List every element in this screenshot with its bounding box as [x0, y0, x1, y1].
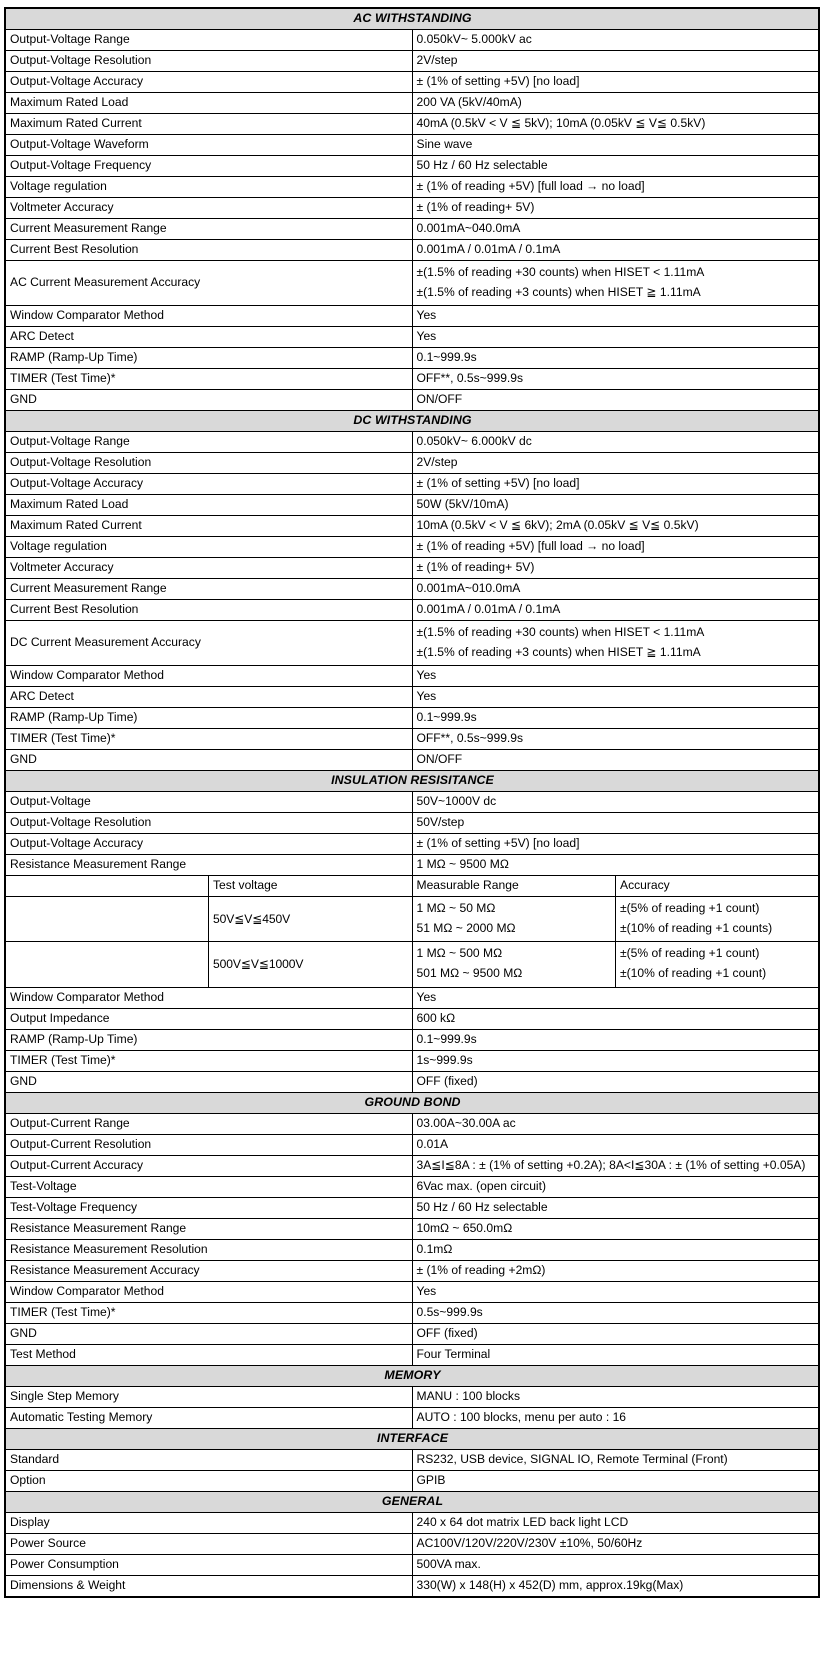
spec-value: ± (1% of setting +5V) [no load]	[412, 474, 819, 495]
value-line: ±(10% of reading +1 count)	[620, 966, 767, 981]
spec-label: Window Comparator Method	[5, 666, 412, 687]
spec-label: Current Measurement Range	[5, 579, 412, 600]
spec-value: 0.050kV~ 5.000kV ac	[412, 30, 819, 51]
spec-label: RAMP (Ramp-Up Time)	[5, 348, 412, 369]
spec-label: Maximum Rated Load	[5, 93, 412, 114]
spec-label: Option	[5, 1470, 412, 1491]
spec-value: 2V/step	[412, 51, 819, 72]
section-heading-row	[5, 1491, 819, 1512]
spec-value: 200 VA (5kV/40mA)	[412, 93, 819, 114]
spec-row	[5, 1134, 819, 1155]
spec-label: Output-Voltage Resolution	[5, 453, 412, 474]
spec-label: Power Source	[5, 1533, 412, 1554]
spec-label: TIMER (Test Time)*	[5, 729, 412, 750]
spec-row	[5, 1554, 819, 1575]
spec-row	[5, 708, 819, 729]
spec-row	[5, 390, 819, 411]
spec-value: 0.001mA~040.0mA	[412, 219, 819, 240]
spec-value: ± (1% of reading+ 5V)	[412, 558, 819, 579]
spec-row	[5, 1113, 819, 1134]
spec-label: Window Comparator Method	[5, 987, 412, 1008]
spec-label: ARC Detect	[5, 687, 412, 708]
section-heading-interface: INTERFACE	[5, 1428, 819, 1449]
spec-row	[5, 1323, 819, 1344]
spec-value: 50 Hz / 60 Hz selectable	[412, 156, 819, 177]
spec-row	[5, 306, 819, 327]
spec-value: 3A≦I≦8A : ± (1% of setting +0.2A); 8A<I≦30A : ± (1% of setting +0.05A)	[412, 1155, 819, 1176]
spec-row	[5, 432, 819, 453]
spec-value: 40mA (0.5kV < V ≦ 5kV); 10mA (0.05kV ≦ V≦ 0.5kV)	[412, 114, 819, 135]
spec-row	[5, 72, 819, 93]
resistance-col-accuracy: Accuracy	[616, 876, 820, 897]
spec-row	[5, 621, 819, 666]
spec-row	[5, 1533, 819, 1554]
spec-value: 0.1~999.9s	[412, 1029, 819, 1050]
spec-value: 0.001mA / 0.01mA / 0.1mA	[412, 600, 819, 621]
spec-value: 1s~999.9s	[412, 1050, 819, 1071]
value-line: 1 MΩ ~ 50 MΩ	[416, 901, 496, 916]
spec-label: Power Consumption	[5, 1554, 412, 1575]
spec-row	[5, 198, 819, 219]
spec-row	[5, 51, 819, 72]
spec-label: Output-Voltage Frequency	[5, 156, 412, 177]
spec-label: Output-Voltage Accuracy	[5, 474, 412, 495]
spec-label: Dimensions & Weight	[5, 1575, 412, 1597]
spec-row	[5, 1197, 819, 1218]
spec-value: 2V/step	[412, 453, 819, 474]
spec-row	[5, 792, 819, 813]
spec-row	[5, 1050, 819, 1071]
spec-label: Standard	[5, 1449, 412, 1470]
spec-value: 0.050kV~ 6.000kV dc	[412, 432, 819, 453]
spec-value: 10mA (0.5kV < V ≦ 6kV); 2mA (0.05kV ≦ V≦ 0.5kV)	[412, 516, 819, 537]
spec-row	[5, 729, 819, 750]
spec-value: ± (1% of reading +5V) [full load → no load]	[412, 177, 819, 198]
spec-label: Resistance Measurement Accuracy	[5, 1260, 412, 1281]
spec-label: Output-Current Range	[5, 1113, 412, 1134]
spec-row	[5, 240, 819, 261]
spec-value: 0.001mA / 0.01mA / 0.1mA	[412, 240, 819, 261]
spec-row	[5, 474, 819, 495]
spec-row	[5, 855, 819, 876]
value-line: 51 MΩ ~ 2000 MΩ	[416, 920, 516, 935]
section-heading-general: GENERAL	[5, 1491, 819, 1512]
spec-label: Output-Voltage Range	[5, 30, 412, 51]
spec-value: ± (1% of reading+ 5V)	[412, 198, 819, 219]
spec-label: Maximum Rated Load	[5, 495, 412, 516]
spec-value: 0.5s~999.9s	[412, 1302, 819, 1323]
spec-label: ARC Detect	[5, 327, 412, 348]
resistance-test-voltage: 500V≦V≦1000V	[209, 942, 413, 987]
spec-value: OFF (fixed)	[412, 1323, 819, 1344]
spec-label: TIMER (Test Time)*	[5, 1302, 412, 1323]
spec-value: 0.1mΩ	[412, 1239, 819, 1260]
resistance-col-test-voltage: Test voltage	[209, 876, 413, 897]
section-heading-insulation-resistance: INSULATION RESISITANCE	[5, 771, 819, 792]
spec-row	[5, 1449, 819, 1470]
spec-row	[5, 327, 819, 348]
spec-label: GND	[5, 390, 412, 411]
spec-row	[5, 750, 819, 771]
spec-label: GND	[5, 1323, 412, 1344]
spec-row	[5, 1407, 819, 1428]
spec-value: ± (1% of reading +2mΩ)	[412, 1260, 819, 1281]
value-line: ±(5% of reading +1 count)	[620, 946, 760, 961]
resistance-col-measurable-range: Measurable Range	[412, 876, 616, 897]
spec-label: Voltmeter Accuracy	[5, 198, 412, 219]
spec-value: Yes	[412, 987, 819, 1008]
section-heading-row	[5, 8, 819, 30]
spec-value: AUTO : 100 blocks, menu per auto : 16	[412, 1407, 819, 1428]
spec-value: Yes	[412, 1281, 819, 1302]
spec-label: Output-Voltage Waveform	[5, 135, 412, 156]
spec-value: Yes	[412, 306, 819, 327]
spec-value: OFF**, 0.5s~999.9s	[412, 729, 819, 750]
spec-value: 50W (5kV/10mA)	[412, 495, 819, 516]
spec-value: ± (1% of reading +5V) [full load → no load]	[412, 537, 819, 558]
spec-value: 10mΩ ~ 650.0mΩ	[412, 1218, 819, 1239]
spec-label: Current Best Resolution	[5, 600, 412, 621]
spec-value	[412, 261, 819, 306]
spec-row	[5, 1008, 819, 1029]
spec-value: ON/OFF	[412, 750, 819, 771]
spec-row	[5, 687, 819, 708]
value-line: ±(1.5% of reading +30 counts) when HISET < 1.11mA	[416, 625, 705, 640]
spec-row	[5, 1344, 819, 1365]
spec-row	[5, 114, 819, 135]
resistance-table-row	[5, 942, 819, 987]
spec-label: Voltmeter Accuracy	[5, 558, 412, 579]
spec-label: Resistance Measurement Range	[5, 855, 412, 876]
spec-row	[5, 453, 819, 474]
spec-value: Four Terminal	[412, 1344, 819, 1365]
resistance-accuracy	[616, 942, 820, 987]
spec-value: 0.1~999.9s	[412, 348, 819, 369]
spec-label: Current Best Resolution	[5, 240, 412, 261]
spec-label: Single Step Memory	[5, 1386, 412, 1407]
resistance-measurable-range	[412, 897, 616, 942]
spec-value: 03.00A~30.00A ac	[412, 1113, 819, 1134]
resistance-test-voltage: 50V≦V≦450V	[209, 897, 413, 942]
resistance-blank-cell	[5, 942, 209, 987]
spec-row	[5, 135, 819, 156]
value-line: ±(1.5% of reading +3 counts) when HISET ≧ 1.11mA	[416, 644, 701, 659]
spec-value: 50V~1000V dc	[412, 792, 819, 813]
value-line: 1 MΩ ~ 500 MΩ	[416, 946, 503, 961]
spec-row	[5, 1281, 819, 1302]
spec-value: 50 Hz / 60 Hz selectable	[412, 1197, 819, 1218]
spec-value: RS232, USB device, SIGNAL IO, Remote Terminal (Front)	[412, 1449, 819, 1470]
resistance-col-blank	[5, 876, 209, 897]
spec-row	[5, 666, 819, 687]
spec-row	[5, 93, 819, 114]
spec-value: 50V/step	[412, 813, 819, 834]
resistance-accuracy	[616, 897, 820, 942]
spec-value: Yes	[412, 666, 819, 687]
spec-label: GND	[5, 1071, 412, 1092]
spec-row	[5, 495, 819, 516]
spec-row	[5, 1575, 819, 1597]
spec-label: Output-Voltage	[5, 792, 412, 813]
spec-label: Automatic Testing Memory	[5, 1407, 412, 1428]
spec-label: Voltage regulation	[5, 537, 412, 558]
spec-row	[5, 1071, 819, 1092]
resistance-table-row	[5, 897, 819, 942]
spec-label: RAMP (Ramp-Up Time)	[5, 1029, 412, 1050]
spec-label: Display	[5, 1512, 412, 1533]
spec-row	[5, 1239, 819, 1260]
spec-label: Test-Voltage	[5, 1176, 412, 1197]
spec-value: 0.001mA~010.0mA	[412, 579, 819, 600]
spec-row	[5, 369, 819, 390]
spec-label: Output-Voltage Resolution	[5, 813, 412, 834]
spec-row	[5, 516, 819, 537]
spec-value: 0.1~999.9s	[412, 708, 819, 729]
spec-label: Maximum Rated Current	[5, 516, 412, 537]
spec-label: Output-Voltage Accuracy	[5, 834, 412, 855]
value-line: ±(1.5% of reading +30 counts) when HISET < 1.11mA	[416, 265, 705, 279]
spec-row	[5, 1029, 819, 1050]
value-line: ±(10% of reading +1 counts)	[620, 920, 773, 935]
spec-row	[5, 813, 819, 834]
spec-value	[412, 621, 819, 666]
spec-value: AC100V/120V/220V/230V ±10%, 50/60Hz	[412, 1533, 819, 1554]
spec-value: 1 MΩ ~ 9500 MΩ	[412, 855, 819, 876]
spec-label: GND	[5, 750, 412, 771]
section-heading-row	[5, 1092, 819, 1113]
spec-row	[5, 1218, 819, 1239]
spec-value: MANU : 100 blocks	[412, 1386, 819, 1407]
spec-label: Current Measurement Range	[5, 219, 412, 240]
spec-value: 0.01A	[412, 1134, 819, 1155]
spec-row	[5, 1155, 819, 1176]
section-heading-row	[5, 1365, 819, 1386]
value-line: ±(1.5% of reading +3 counts) when HISET ≧ 1.11mA	[416, 284, 701, 299]
spec-row	[5, 261, 819, 306]
spec-value: ± (1% of setting +5V) [no load]	[412, 834, 819, 855]
spec-label: TIMER (Test Time)*	[5, 369, 412, 390]
spec-label: AC Current Measurement Accuracy	[5, 261, 412, 306]
spec-value: 330(W) x 148(H) x 452(D) mm, approx.19kg(Max)	[412, 1575, 819, 1597]
spec-value: Yes	[412, 687, 819, 708]
section-heading-row	[5, 1428, 819, 1449]
spec-row	[5, 1386, 819, 1407]
spec-row	[5, 156, 819, 177]
section-heading-row	[5, 411, 819, 432]
specification-table	[4, 7, 820, 1598]
spec-row	[5, 537, 819, 558]
spec-label: Voltage regulation	[5, 177, 412, 198]
spec-label: TIMER (Test Time)*	[5, 1050, 412, 1071]
spec-label: Resistance Measurement Resolution	[5, 1239, 412, 1260]
spec-row	[5, 1260, 819, 1281]
spec-label: Output-Current Resolution	[5, 1134, 412, 1155]
spec-value: 6Vac max. (open circuit)	[412, 1176, 819, 1197]
spec-value: ON/OFF	[412, 390, 819, 411]
spec-label: Output-Current Accuracy	[5, 1155, 412, 1176]
spec-label: DC Current Measurement Accuracy	[5, 621, 412, 666]
spec-label: Maximum Rated Current	[5, 114, 412, 135]
spec-row	[5, 1512, 819, 1533]
spec-value: Yes	[412, 327, 819, 348]
spec-row	[5, 348, 819, 369]
spec-label: Resistance Measurement Range	[5, 1218, 412, 1239]
spec-value: ± (1% of setting +5V) [no load]	[412, 72, 819, 93]
spec-row	[5, 219, 819, 240]
spec-label: Output-Voltage Accuracy	[5, 72, 412, 93]
spec-label: Test-Voltage Frequency	[5, 1197, 412, 1218]
resistance-table-header-row	[5, 876, 819, 897]
spec-label: Output-Voltage Resolution	[5, 51, 412, 72]
spec-row	[5, 987, 819, 1008]
spec-label: Output Impedance	[5, 1008, 412, 1029]
section-heading-row	[5, 771, 819, 792]
spec-value: GPIB	[412, 1470, 819, 1491]
resistance-blank-cell	[5, 897, 209, 942]
section-heading-dc-withstanding: DC WITHSTANDING	[5, 411, 819, 432]
spec-label: Window Comparator Method	[5, 306, 412, 327]
spec-row	[5, 177, 819, 198]
spec-label: Window Comparator Method	[5, 1281, 412, 1302]
spec-row	[5, 579, 819, 600]
spec-row	[5, 600, 819, 621]
spec-label: Output-Voltage Range	[5, 432, 412, 453]
spec-row	[5, 834, 819, 855]
section-heading-memory: MEMORY	[5, 1365, 819, 1386]
value-line: 501 MΩ ~ 9500 MΩ	[416, 966, 523, 981]
section-heading-ground-bond: GROUND BOND	[5, 1092, 819, 1113]
spec-label: Test Method	[5, 1344, 412, 1365]
spec-value: 500VA max.	[412, 1554, 819, 1575]
spec-label: RAMP (Ramp-Up Time)	[5, 708, 412, 729]
spec-value: 240 x 64 dot matrix LED back light LCD	[412, 1512, 819, 1533]
spec-row	[5, 1470, 819, 1491]
spec-row	[5, 30, 819, 51]
spec-value: OFF**, 0.5s~999.9s	[412, 369, 819, 390]
value-line: ±(5% of reading +1 count)	[620, 901, 760, 916]
spec-row	[5, 558, 819, 579]
spec-row	[5, 1302, 819, 1323]
section-heading-ac-withstanding: AC WITHSTANDING	[5, 8, 819, 30]
spec-value: OFF (fixed)	[412, 1071, 819, 1092]
spec-value: Sine wave	[412, 135, 819, 156]
resistance-measurable-range	[412, 942, 616, 987]
spec-row	[5, 1176, 819, 1197]
spec-value: 600 kΩ	[412, 1008, 819, 1029]
